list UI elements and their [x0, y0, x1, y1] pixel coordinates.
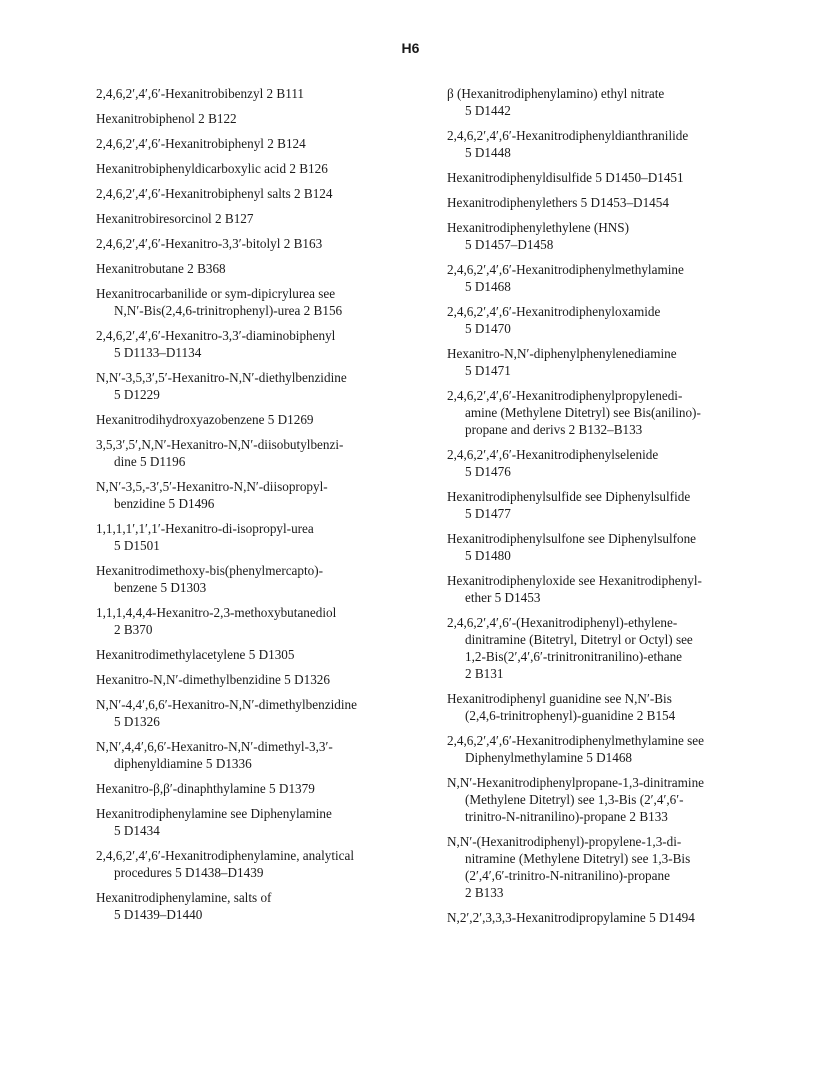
index-entry: Hexanitro-β,β′-dinaphthylamine 5 D1379 — [96, 781, 315, 796]
index-entry: Hexanitrodimethoxy-bis(phenylmercapto)- benzene 5 D1303 — [96, 563, 324, 595]
index-entry: 2,4,6,2′,4′,6′-Hexanitrobiphenyl salts 2 B124 — [96, 186, 333, 201]
index-entry: Hexanitrobiphenyldicarboxylic acid 2 B126 — [96, 161, 328, 176]
index-entry: Hexanitrodiphenylethylene (HNS) 5 D1457–D1458 — [447, 220, 630, 252]
page-header: H6 — [401, 40, 420, 56]
index-column-right — [447, 85, 777, 934]
index-entry: Hexanitrodiphenylsulfone see Diphenylsulfone 5 D1480 — [447, 531, 697, 563]
index-entry: Hexanitrobiphenol 2 B122 — [96, 111, 237, 126]
index-entry: N,N′,4,4′,6,6′-Hexanitro-N,N′-dimethyl-3,3′- diphenyldiamine 5 D1336 — [96, 739, 333, 771]
index-entry: 2,4,6,2′,4′,6′-Hexanitrodiphenyloxamide 5 D1470 — [447, 304, 661, 336]
index-entry: Hexanitrobutane 2 B368 — [96, 261, 226, 276]
index-entry: 2,4,6,2′,4′,6′-Hexanitrodiphenylselenide 5 D1476 — [447, 447, 659, 479]
index-entry: N,N′-3,5,3′,5′-Hexanitro-N,N′-diethylbenzidine 5 D1229 — [96, 370, 347, 402]
index-entry: 2,4,6,2′,4′,6′-Hexanitrodiphenylmethylamine 5 D1468 — [447, 262, 684, 294]
index-entry: Hexanitrobiresorcinol 2 B127 — [96, 211, 254, 226]
index-entry: N,N′-3,5,-3′,5′-Hexanitro-N,N′-diisopropyl- benzidine 5 D1496 — [96, 479, 328, 511]
index-entry: Hexanitrodiphenylsulfide see Diphenylsulfide 5 D1477 — [447, 489, 691, 521]
index-entry: Hexanitro-N,N′-diphenylphenylenediamine 5 D1471 — [447, 346, 677, 378]
index-entry: 2,4,6,2′,4′,6′-Hexanitro-3,3′-bitolyl 2 B163 — [96, 236, 323, 251]
index-column-left — [96, 85, 426, 931]
index-entry: Hexanitrodiphenyl guanidine see N,N′-Bis (2,4,6-trinitrophenyl)-guanidine 2 B154 — [447, 691, 676, 723]
index-entry: 2,4,6,2′,4′,6′-Hexanitrodiphenylpropylenedi- amine (Methylene Ditetryl) see Bis(anilino)- propane and derivs 2 B132–B133 — [447, 388, 701, 437]
index-entry: Hexanitrocarbanilide or sym-dipicrylurea see N,N′-Bis(2,4,6-trinitrophenyl)-urea 2 B156 — [96, 286, 343, 318]
index-entry: 1,1,1,4,4,4-Hexanitro-2,3-methoxybutanediol 2 B370 — [96, 605, 337, 637]
index-entry: Hexanitrodihydroxyazobenzene 5 D1269 — [96, 412, 314, 427]
index-entry: 2,4,6,2′,4′,6′-Hexanitrobiphenyl 2 B124 — [96, 136, 306, 151]
index-entry: 1,1,1,1′,1′,1′-Hexanitro-di-isopropyl-urea 5 D1501 — [96, 521, 314, 553]
index-entry: Hexanitrodiphenyloxide see Hexanitrodiphenyl- ether 5 D1453 — [447, 573, 702, 605]
index-entry: N,2′,2′,3,3,3-Hexanitrodipropylamine 5 D1494 — [447, 910, 695, 925]
index-entry: 2,4,6,2′,4′,6′-Hexanitrodiphenylamine, analytical procedures 5 D1438–D1439 — [96, 848, 355, 880]
index-entry: Hexanitrodiphenylethers 5 D1453–D1454 — [447, 195, 669, 210]
index-entry: Hexanitrodiphenyldisulfide 5 D1450–D1451 — [447, 170, 684, 185]
index-entry: β (Hexanitrodiphenylamino) ethyl nitrate 5 D1442 — [447, 86, 665, 118]
index-entry: 2,4,6,2′,4′,6′-(Hexanitrodiphenyl)-ethylene- dinitramine (Bitetryl, Ditetryl or Octyl) see 1,2-Bis(2′,4′,6′-trinitronitranilino)-ethane 2 B131 — [447, 615, 693, 681]
index-entry: 2,4,6,2′,4′,6′-Hexanitrobibenzyl 2 B111 — [96, 86, 305, 101]
index-entry: N,N′-4,4′,6,6′-Hexanitro-N,N′-dimethylbenzidine 5 D1326 — [96, 697, 357, 729]
index-entry: N,N′-(Hexanitrodiphenyl)-propylene-1,3-di- nitramine (Methylene Ditetryl) see 1,3-Bis (2′,4′,6′-trinitro-N-nitranilino)-propane 2 B133 — [447, 834, 691, 900]
index-entry: Hexanitro-N,N′-dimethylbenzidine 5 D1326 — [96, 672, 330, 687]
index-entry: Hexanitrodiphenylamine, salts of 5 D1439–D1440 — [96, 890, 272, 922]
index-entry: Hexanitrodiphenylamine see Diphenylamine 5 D1434 — [96, 806, 332, 838]
index-entry: Hexanitrodimethylacetylene 5 D1305 — [96, 647, 295, 662]
index-entry: 2,4,6,2′,4′,6′-Hexanitrodiphenyldianthranilide 5 D1448 — [447, 128, 689, 160]
index-entry: 2,4,6,2′,4′,6′-Hexanitrodiphenylmethylamine see Diphenylmethylamine 5 D1468 — [447, 733, 704, 765]
index-entry: 2,4,6,2′,4′,6′-Hexanitro-3,3′-diaminobiphenyl 5 D1133–D1134 — [96, 328, 336, 360]
index-entry: 3,5,3′,5′,N,N′-Hexanitro-N,N′-diisobutylbenzi- dine 5 D1196 — [96, 437, 344, 469]
index-entry: N,N′-Hexanitrodiphenylpropane-1,3-dinitramine (Methylene Ditetryl) see 1,3-Bis (2′,4′,6′- trinitro-N-nitranilino)-propane 2 B133 — [447, 775, 705, 824]
